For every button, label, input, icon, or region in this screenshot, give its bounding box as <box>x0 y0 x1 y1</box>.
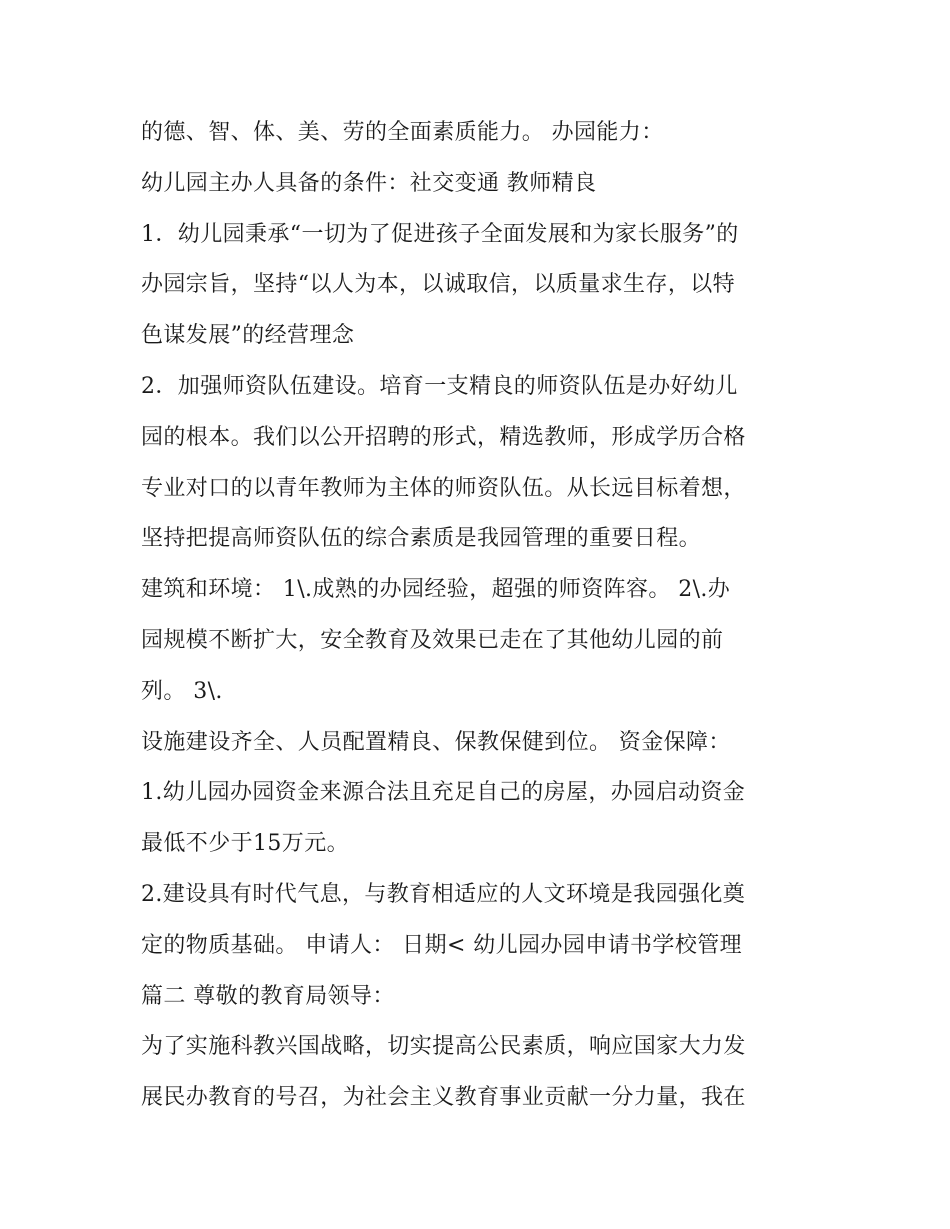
text-line: 2.建设具有时代气息，与教育相适应的人文环境是我园强化奠 <box>141 881 746 907</box>
text-line: 办园宗旨，坚持“以人为本，以诚取信，以质量求生存，以特 <box>141 272 736 298</box>
text-line: 园的根本。我们以公开招聘的形式，精选教师，形成学历合格 <box>141 424 746 450</box>
text-line: 园规模不断扩大，安全教育及效果已走在了其他幼儿园的前 <box>141 627 724 653</box>
text-line: 列。 3\. <box>141 678 223 704</box>
text-line: 设施建设齐全、人员配置精良、保教保健到位。 资金保障： <box>141 729 731 755</box>
text-line: 1.幼儿园办园资金来源合法且充足自己的房屋，办园启动资金 <box>141 780 746 806</box>
text-line: 建筑和环境： 1\.成熟的办园经验，超强的师资阵容。 2\.办 <box>141 577 731 603</box>
text-line: 专业对口的以青年教师为主体的师资队伍。从长远目标着想， <box>141 475 746 501</box>
text-line: 的德、智、体、美、劳的全面素质能力。 办园能力： <box>141 120 664 145</box>
text-line: 篇二 尊敬的教育局领导： <box>141 983 395 1009</box>
document-body <box>141 108 821 1124</box>
text-line: 展民办教育的号召，为社会主义教育事业贡献一分力量，我在 <box>141 1085 746 1111</box>
text-line: 2．加强师资队伍建设。培育一支精良的师资队伍是办好幼儿 <box>141 373 738 399</box>
text-line: 1．幼儿园秉承“一切为了促进孩子全面发展和为家长服务”的 <box>141 221 739 247</box>
text-line: 坚持把提高师资队伍的综合素质是我园管理的重要日程。 <box>141 526 702 552</box>
text-line: 为了实施科教兴国战略，切实提高公民素质，响应国家大力发 <box>141 1034 746 1060</box>
text-line: 定的物质基础。 申请人： 日期< 幼儿园办园申请书学校管理 <box>141 932 743 958</box>
text-line: 色谋发展”的经营理念 <box>141 323 355 349</box>
text-line: 最低不少于15万元。 <box>141 831 349 857</box>
text-line: 幼儿园主办人具备的条件：社交变通 教师精良 <box>141 170 597 196</box>
